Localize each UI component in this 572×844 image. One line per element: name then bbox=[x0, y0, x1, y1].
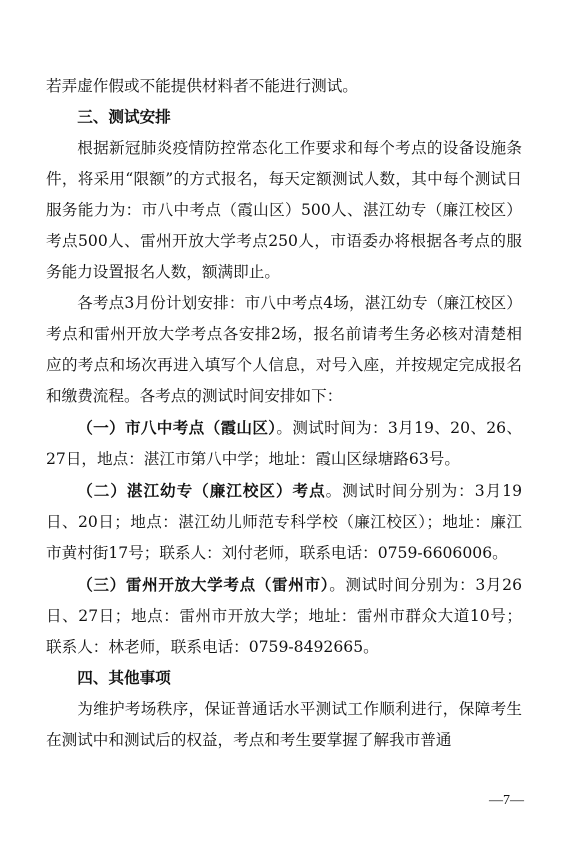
paragraph-exam-order: 为维护考场秩序，保证普通话水平测试工作顺利进行，保障考生在测试中和测试后的权益，考点和考生要掌握了解我市普通 bbox=[46, 700, 522, 749]
site-details-lianjiang-campus: 。测试时间分别为：3月19日、20日；地点：湛江幼儿师范专科学校（廉江校区）；地址：廉江市黄村街17号；联系人：刘付老师，联系电话：0759-6606006。 bbox=[46, 482, 522, 562]
paragraph-site-no8-middle-school bbox=[46, 412, 522, 475]
paragraph-site-leizhou-open-university bbox=[46, 569, 522, 663]
paragraph-site-lianjiang-campus bbox=[46, 475, 522, 569]
page-number: —7— bbox=[489, 793, 524, 808]
document-body bbox=[46, 71, 522, 756]
site-title-lianjiang-campus: （二）湛江幼专（廉江校区）考点 bbox=[77, 481, 326, 500]
section-heading-other-matters: 四、其他事项 bbox=[77, 669, 171, 687]
site-title-leizhou-open-university: （三）雷州开放大学考点（雷州市） bbox=[77, 575, 330, 594]
paragraph-march-schedule: 各考点3月份计划安排：市八中考点4场，湛江幼专（廉江校区）考点和雷州开放大学考点各安排2场，报名前请考生务必核对清楚相应的考点和场次再进入填写个人信息，对号入座，并按规定完成报名和缴费流程。各考点的测试时间安排如下： bbox=[46, 294, 522, 405]
paragraph-registration-quota: 根据新冠肺炎疫情防控常态化工作要求和每个考点的设备设施条件，将采用“限额”的方式报名，每天定额测试人数，其中每个测试日服务能力为：市八中考点（霞山区）500人、湛江幼专（廉江校区）考点500人、雷州开放大学考点250人，市语委办将根据各考点的服务能力设置报名人数，额满即止。 bbox=[46, 139, 522, 281]
section-heading-testing-arrangement: 三、测试安排 bbox=[77, 108, 171, 126]
site-title-no8-middle-school: （一）市八中考点（霞山区） bbox=[77, 418, 277, 437]
paragraph-continuation: 若弄虚作假或不能提供材料者不能进行测试。 bbox=[46, 77, 358, 95]
site-details-leizhou-open-university: 。测试时间分别为：3月26日、27日；地点：雷州市开放大学；地址：雷州市群众大道10号；联系人：林老师，联系电话：0759-8492665。 bbox=[46, 576, 522, 656]
site-details-no8-middle-school: 。测试时间为：3月19、20、26、27日，地点：湛江市第八中学；地址：霞山区绿塘路63号。 bbox=[46, 419, 523, 468]
